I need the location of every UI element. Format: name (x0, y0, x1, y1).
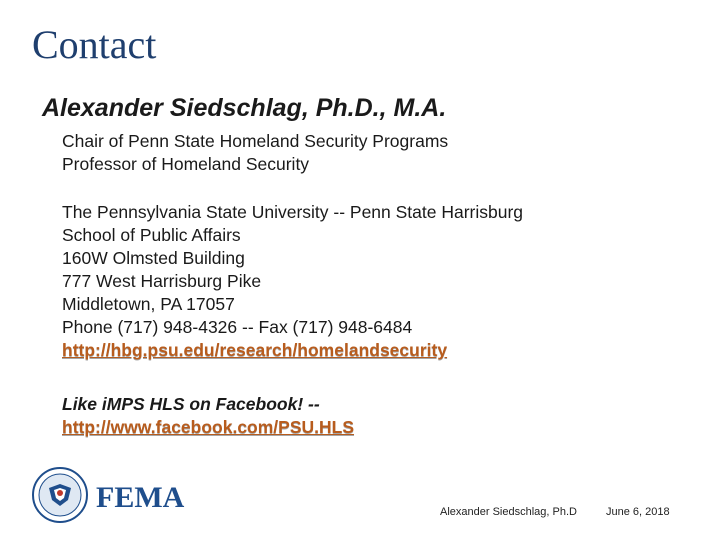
roles-block (62, 130, 448, 176)
contact-name: Alexander Siedschlag, Ph.D., M.A. (42, 94, 447, 122)
footer-author: Alexander Siedschlag, Ph.D (440, 506, 577, 518)
phone-fax-line: Phone (717) 948-4326 -- Fax (717) 948-6484 (62, 317, 413, 337)
facebook-link[interactable]: http://www.facebook.com/PSU.HLS (62, 417, 355, 437)
role-line: Professor of Homeland Security (62, 154, 310, 174)
fema-logo (30, 466, 202, 524)
address-line: The Pennsylvania State University -- Penn State Harrisburg (62, 202, 524, 222)
slide-title: Contact (32, 22, 157, 67)
address-line: 160W Olmsted Building (62, 248, 245, 268)
address-line: Middletown, PA 17057 (62, 294, 235, 314)
footer-date: June 6, 2018 (606, 506, 670, 518)
address-block (62, 201, 523, 362)
role-line: Chair of Penn State Homeland Security Programs (62, 131, 449, 151)
website-link[interactable]: http://hbg.psu.edu/research/homelandsecurity (62, 340, 448, 360)
address-line: 777 West Harrisburg Pike (62, 271, 262, 291)
dhs-seal-icon (33, 468, 87, 522)
fema-wordmark: FEMA (96, 481, 185, 514)
facebook-prompt: Like iMPS HLS on Facebook! -- (62, 394, 320, 414)
address-line: School of Public Affairs (62, 225, 241, 245)
facebook-block (62, 393, 354, 439)
